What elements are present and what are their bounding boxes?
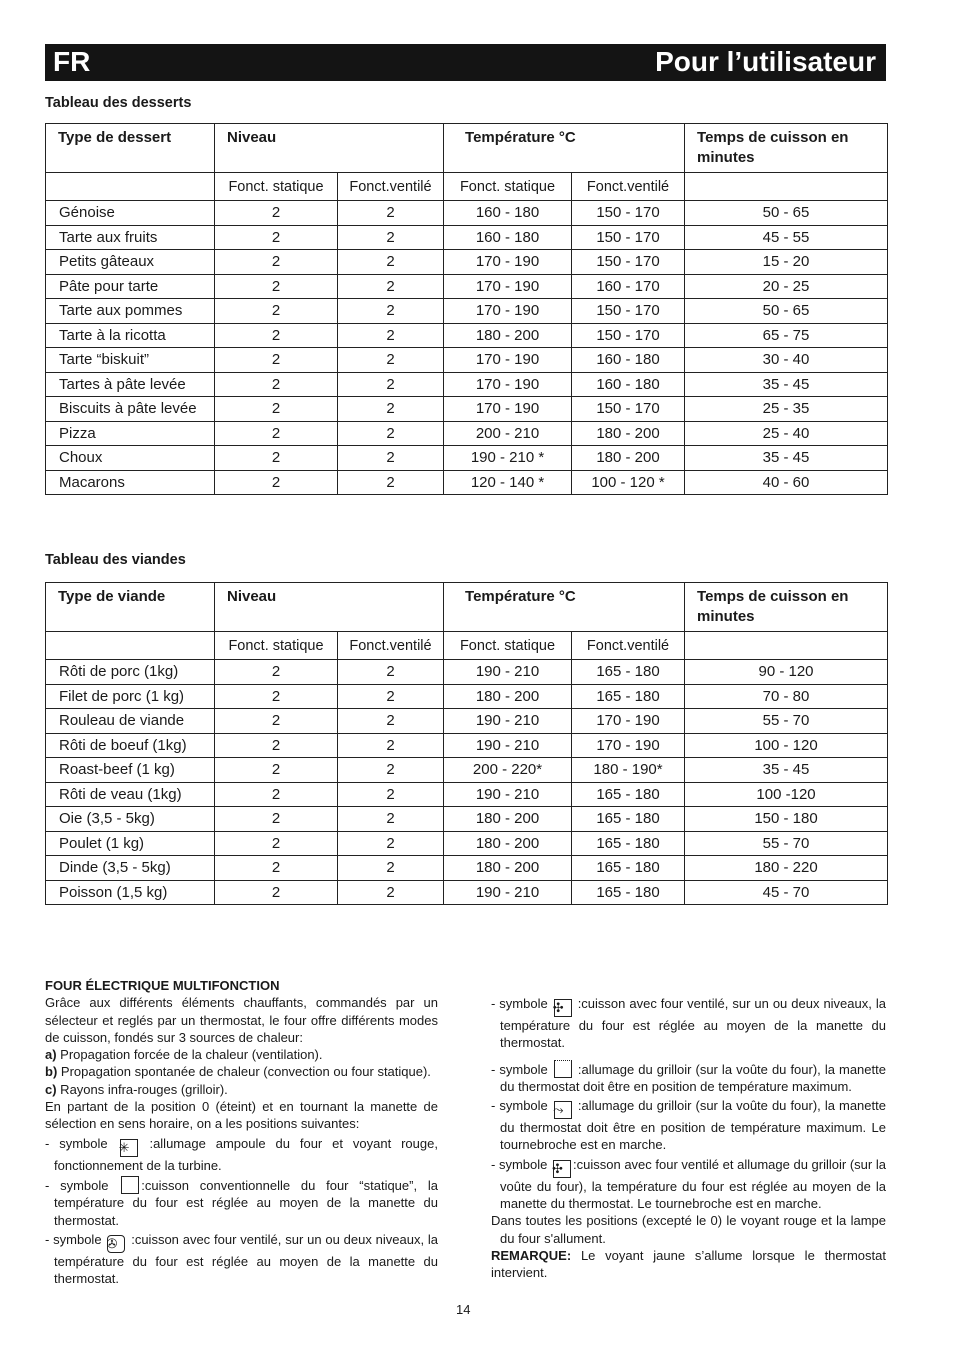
col-header-level: Niveau (215, 124, 444, 173)
table-cell: Génoise (46, 201, 215, 226)
desserts-table (45, 123, 888, 495)
table-cell: 2 (338, 782, 444, 807)
section-heading: FOUR ÉLECTRIQUE MULTIFONCTION (45, 978, 280, 993)
table-cell: Rôti de veau (1kg) (46, 782, 215, 807)
table-cell: 2 (215, 807, 338, 832)
table-cell: 45 - 70 (685, 880, 888, 905)
table-cell: 150 - 170 (572, 323, 685, 348)
page-number: 14 (456, 1302, 471, 1317)
table-cell: Rôti de porc (1kg) (46, 660, 215, 685)
table-cell: 190 - 210 (444, 660, 572, 685)
left-text-column: FOUR ÉLECTRIQUE MULTIFONCTION Grâce aux différents éléments chauffants, commandés par un sélecteur et reglés par un thermostat, le four offre différents modes de cuisson, fondés sur 3 sources de chaleur: a) Propagation forcée de la chaleur (ventilation). b) Propagation spontanée de chaleur (convection ou four statique). c) Rayons infra-rouges (grilloir). En partant de la position 0 (éteint) et en tournant la manette de sélection en sens horaire, on a les positions suivantes: - symbole ✳ :allumage ampoule du four et voyant rouge, fonctionnement de la turbine. - symbole :cuisson conventionnelle du four “statique”, la température du four est réglée au moyen de la manette du thermostat. - symbole ✇ :cuisson avec four ventilé, sur un ou deux niveaux, la température du four est réglée au moyen de la manette du thermostat. (45, 978, 438, 1287)
table-cell: 2 (338, 758, 444, 783)
table-cell: Roast-beef (1 kg) (46, 758, 215, 783)
table-cell: 190 - 210 (444, 733, 572, 758)
table-cell: 165 - 180 (572, 831, 685, 856)
table-cell: 165 - 180 (572, 880, 685, 905)
table-cell: 2 (215, 709, 338, 734)
table-row (46, 250, 888, 275)
table-cell: 165 - 180 (572, 684, 685, 709)
table-cell: 2 (338, 274, 444, 299)
table-cell: Poisson (1,5 kg) (46, 880, 215, 905)
table-row (46, 299, 888, 324)
table-cell: 35 - 45 (685, 446, 888, 471)
table-row (46, 660, 888, 685)
table-cell: 2 (338, 421, 444, 446)
sub-vent-temp: Fonct.ventilé (572, 173, 685, 201)
table-cell: 180 - 200 (444, 831, 572, 856)
table-cell: 2 (338, 201, 444, 226)
table-row (46, 348, 888, 373)
table-cell: Tarte aux pommes (46, 299, 215, 324)
table-cell: Oie (3,5 - 5kg) (46, 807, 215, 832)
table-cell: 35 - 45 (685, 758, 888, 783)
table-cell: 2 (338, 684, 444, 709)
table-row (46, 758, 888, 783)
table-cell: 190 - 210 (444, 880, 572, 905)
viandes-rows (46, 660, 888, 905)
table-cell: 2 (338, 709, 444, 734)
table-cell: 25 - 35 (685, 397, 888, 422)
table-cell: 180 - 190* (572, 758, 685, 783)
col-header-temp: Température °C (444, 124, 685, 173)
table-row (46, 446, 888, 471)
page-header (45, 44, 886, 81)
table-row (46, 274, 888, 299)
table-cell: 100 - 120 (685, 733, 888, 758)
table-cell: Macarons (46, 470, 215, 495)
sub-vent-temp: Fonct.ventilé (572, 632, 685, 660)
table-cell: 160 - 180 (572, 348, 685, 373)
table-row (46, 709, 888, 734)
table-cell: 2 (215, 782, 338, 807)
table-cell: 50 - 65 (685, 299, 888, 324)
table-row (46, 831, 888, 856)
page-title: Pour l’utilisateur (655, 46, 876, 77)
table-cell: 2 (215, 856, 338, 881)
table-cell: 200 - 210 (444, 421, 572, 446)
table-cell: 150 - 170 (572, 250, 685, 275)
all-positions-paragraph: Dans toutes les positions (excepté le 0) le voyant rouge et la lampe du four s'allument. (491, 1213, 886, 1246)
table-row (46, 880, 888, 905)
table-cell: 170 - 190 (444, 299, 572, 324)
table-cell: 150 - 170 (572, 201, 685, 226)
table-cell: 2 (338, 856, 444, 881)
table-row (46, 807, 888, 832)
table-cell: 2 (215, 250, 338, 275)
table-cell: 2 (215, 684, 338, 709)
table-cell: 100 - 120 * (572, 470, 685, 495)
table-row (46, 782, 888, 807)
table-cell: 2 (215, 323, 338, 348)
sub-static-level: Fonct. statique (215, 632, 338, 660)
table-cell: 2 (215, 446, 338, 471)
table-cell: Pâte pour tarte (46, 274, 215, 299)
table-cell: 160 - 180 (572, 372, 685, 397)
remark: REMARQUE: Le voyant jaune s’allume lorsque le thermostat intervient. (491, 1247, 886, 1281)
table-cell: 120 - 140 * (444, 470, 572, 495)
table-cell: 2 (215, 225, 338, 250)
table-cell: 2 (338, 323, 444, 348)
table-cell: 2 (215, 470, 338, 495)
table-cell: 150 - 180 (685, 807, 888, 832)
col-header-level: Niveau (215, 583, 444, 632)
sub-static-temp: Fonct. statique (444, 632, 572, 660)
table-cell: 70 - 80 (685, 684, 888, 709)
table-cell: 55 - 70 (685, 709, 888, 734)
table-cell: 2 (215, 831, 338, 856)
table-row (46, 225, 888, 250)
table-cell: 180 - 200 (444, 807, 572, 832)
table-cell: 2 (215, 880, 338, 905)
table-cell: 165 - 180 (572, 782, 685, 807)
table-cell: 190 - 210 (444, 782, 572, 807)
intro-paragraph: Grâce aux différents éléments chauffants, commandés par un sélecteur et reglés par un thermostat, le four offre différents modes de cuisson, fondés sur 3 sources de chaleur: (45, 995, 438, 1045)
sub-static-temp: Fonct. statique (444, 173, 572, 201)
table-cell: 2 (338, 831, 444, 856)
table-cell: 160 - 170 (572, 274, 685, 299)
table-cell: 160 - 180 (444, 201, 572, 226)
table-cell: 2 (338, 470, 444, 495)
table-cell: 170 - 190 (444, 348, 572, 373)
table-cell: 200 - 220* (444, 758, 572, 783)
table-cell: 30 - 40 (685, 348, 888, 373)
table-cell: 170 - 190 (572, 733, 685, 758)
table-cell: 150 - 170 (572, 397, 685, 422)
table-cell: 2 (338, 372, 444, 397)
table-cell: 55 - 70 (685, 831, 888, 856)
table-cell: Tarte aux fruits (46, 225, 215, 250)
table-cell: 45 - 55 (685, 225, 888, 250)
table-cell: 2 (338, 733, 444, 758)
sub-vent-level: Fonct.ventilé (338, 173, 444, 201)
table-cell: 35 - 45 (685, 372, 888, 397)
table-cell: 2 (338, 446, 444, 471)
table-cell: 180 - 220 (685, 856, 888, 881)
table-cell: 165 - 180 (572, 660, 685, 685)
positions-paragraph: En partant de la position 0 (éteint) et en tournant la manette de sélection en sens horaire, on a les positions suivantes: (45, 1099, 438, 1132)
lamp-fan-icon: ✳ (120, 1139, 138, 1157)
table-cell: 90 - 120 (685, 660, 888, 685)
table-cell: Petits gâteaux (46, 250, 215, 275)
table-row (46, 684, 888, 709)
table-cell: 2 (338, 348, 444, 373)
table-row (46, 397, 888, 422)
table-cell: Dinde (3,5 - 5kg) (46, 856, 215, 881)
table-cell: Filet de porc (1 kg) (46, 684, 215, 709)
grill-rotisserie-icon: ⤳ (554, 1101, 572, 1119)
table-cell: 100 -120 (685, 782, 888, 807)
table-cell: 180 - 200 (444, 684, 572, 709)
table-cell: 2 (338, 397, 444, 422)
table-cell: 180 - 200 (572, 446, 685, 471)
table-cell: 2 (338, 299, 444, 324)
table-cell: 180 - 200 (444, 323, 572, 348)
col-header-temp: Température °C (444, 583, 685, 632)
table-cell: 180 - 200 (572, 421, 685, 446)
table-cell: 2 (215, 660, 338, 685)
table-cell: 2 (338, 880, 444, 905)
table-cell: 40 - 60 (685, 470, 888, 495)
sub-vent-level: Fonct.ventilé (338, 632, 444, 660)
table-cell: 2 (338, 225, 444, 250)
table-cell: 2 (215, 201, 338, 226)
table-cell: 2 (215, 733, 338, 758)
table-cell: 65 - 75 (685, 323, 888, 348)
table-cell: 2 (215, 421, 338, 446)
table-row (46, 323, 888, 348)
table-cell: Tartes à pâte levée (46, 372, 215, 397)
viandes-table-title: Tableau des viandes (45, 552, 186, 568)
viandes-table (45, 582, 888, 905)
table-cell: 165 - 180 (572, 807, 685, 832)
table-cell: 150 - 170 (572, 299, 685, 324)
grill-icon (554, 1060, 572, 1078)
table-cell: 2 (215, 299, 338, 324)
table-row (46, 856, 888, 881)
table-cell: 190 - 210 (444, 709, 572, 734)
table-cell: 2 (338, 250, 444, 275)
fan-icon: ✇ (107, 1235, 125, 1253)
table-cell: 180 - 200 (444, 856, 572, 881)
col-header-type: Type de dessert (46, 124, 215, 173)
table-cell: Tarte à la ricotta (46, 323, 215, 348)
table-cell: Poulet (1 kg) (46, 831, 215, 856)
table-cell: 170 - 190 (444, 250, 572, 275)
table-cell: 2 (215, 372, 338, 397)
table-cell: Rôti de boeuf (1kg) (46, 733, 215, 758)
table-cell: 150 - 170 (572, 225, 685, 250)
table-cell: 190 - 210 * (444, 446, 572, 471)
table-cell: Choux (46, 446, 215, 471)
col-header-time: Temps de cuisson en minutes (685, 124, 888, 173)
table-cell: 15 - 20 (685, 250, 888, 275)
table-row (46, 733, 888, 758)
col-header-time: Temps de cuisson en minutes (685, 583, 888, 632)
table-cell: Biscuits à pâte levée (46, 397, 215, 422)
table-cell: 20 - 25 (685, 274, 888, 299)
table-row (46, 372, 888, 397)
desserts-table-title: Tableau des desserts (45, 95, 192, 111)
fan-grill-rotisserie-icon: ✣ (553, 1160, 571, 1178)
fan-heater-icon: ✣ (554, 999, 572, 1017)
right-text-column: - symbole ✣ :cuisson avec four ventilé, sur un ou deux niveaux, la température du four est réglée au moyen de la manette du thermostat. - symbole :allumage du grilloir (sur la voûte du four), la manette du thermostat doit être en position de température maximum. - symbole ⤳ :allumage du grilloir (sur la voûte du four), la manette du thermostat doit être en position de température maximum. Le tournebroche est en marche. - symbole ✣ :cuisson avec four ventilé et allumage du grilloir (sur la voûte du four), la température du four est réglée au moyen de la manette du thermostat. Le tournebroche est en marche. Dans toutes les positions (excepté le 0) le voyant rouge et la lampe du four s'allument. REMARQUE: Le voyant jaune s’allume lorsque le thermostat intervient. (491, 996, 886, 1281)
table-row (46, 201, 888, 226)
table-cell: 170 - 190 (444, 274, 572, 299)
col-header-type: Type de viande (46, 583, 215, 632)
table-cell: Pizza (46, 421, 215, 446)
table-cell: 170 - 190 (572, 709, 685, 734)
table-cell: 170 - 190 (444, 372, 572, 397)
table-cell: 2 (338, 660, 444, 685)
desserts-rows (46, 201, 888, 495)
table-cell: 170 - 190 (444, 397, 572, 422)
table-cell: 160 - 180 (444, 225, 572, 250)
table-cell: Tarte “biskuit” (46, 348, 215, 373)
language-tag: FR (53, 46, 91, 77)
sub-static-level: Fonct. statique (215, 173, 338, 201)
table-cell: 50 - 65 (685, 201, 888, 226)
table-cell: 2 (338, 807, 444, 832)
table-cell: 2 (215, 397, 338, 422)
table-row (46, 421, 888, 446)
static-oven-icon (121, 1176, 139, 1194)
table-cell: 2 (215, 274, 338, 299)
table-cell: 25 - 40 (685, 421, 888, 446)
table-row (46, 470, 888, 495)
table-cell: Rouleau de viande (46, 709, 215, 734)
table-cell: 165 - 180 (572, 856, 685, 881)
table-cell: 2 (215, 348, 338, 373)
table-cell: 2 (215, 758, 338, 783)
